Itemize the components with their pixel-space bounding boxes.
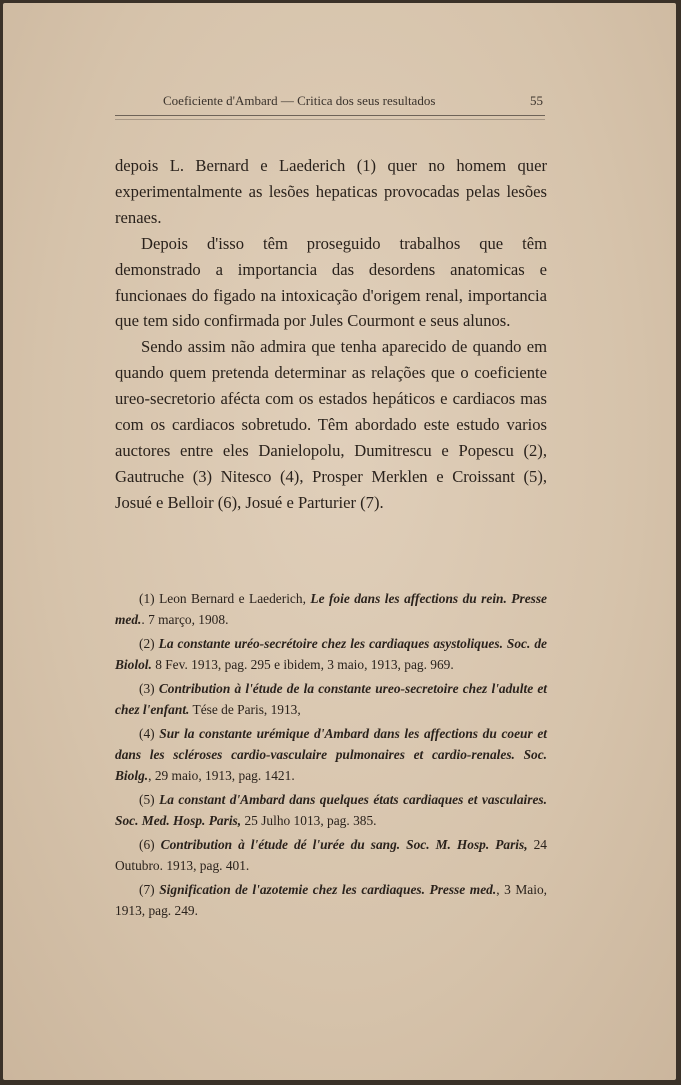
footnote-title: La constant d'Ambard dans quelques états cardiaques et vasculaires. Soc. Med. Hosp. Paris, — [115, 791, 547, 829]
header-rule-secondary — [115, 119, 545, 120]
footnote-details: 24 Outubro. 1913, pag. 401. — [115, 836, 547, 873]
footnotes — [115, 588, 547, 924]
footnote-title: Sur la constante urémique d'Ambard dans les affections du coeur et dans les scléroses cardio-vasculaire pulmonaires et cardio-renales. Soc. Biolg. — [115, 725, 547, 784]
footnote — [115, 834, 547, 876]
footnote-details: , 29 maio, 1913, pag. 1421. — [148, 768, 295, 784]
paragraph: Depois d'isso têm proseguido trabalhos que têm demonstrado a importancia das desordens anatomicas e funcionaes do figado na intoxicação d'origem renal, importancia que tem sido confirmada por Jules Courmont e seus alunos. — [115, 233, 547, 331]
footnote-number: (6) — [139, 836, 155, 852]
paragraph: depois L. Bernard e Laederich (1) quer no homem quer experimentalmente as lesões hepaticas provocadas pelas lesões renaes. — [115, 156, 547, 227]
footnote-author: Leon Bernard e Laederich, — [159, 591, 306, 606]
footnote-details: Tése de Paris, 1913, — [189, 702, 301, 718]
footnote-number: (3) — [139, 680, 155, 696]
footnote-number: (7) — [139, 881, 155, 897]
footnote-number: (2) — [139, 635, 155, 651]
footnote — [115, 633, 547, 675]
footnote — [115, 678, 547, 720]
footnote-title: Contribution à l'étude de la constante ureo-secretoire chez l'adulte et chez l'enfant. — [115, 680, 547, 718]
paragraph: Sendo assim não admira que tenha aparecido de quando em quando quem pretenda determinar as relações que o coeficiente ureo-secretorio afécta com os estados hepáticos e cardiacos mas com os cardiacos sobretudo. Têm abordado este estudo varios auctores entre eles Danielopolu, Dumitrescu e Popescu (2), Gautruche (3) Nitesco (4), Prosper Merklen e Croissant (5), Josué e Belloir (6), Josué e Parturier (7). — [115, 337, 547, 512]
footnote — [115, 588, 547, 630]
footnote-number: (1) — [139, 591, 155, 606]
footnote-details: . 7 março, 1908. — [141, 612, 229, 628]
footnote-details: 25 Julho 1013, pag. 385. — [241, 813, 377, 829]
header-rule — [115, 115, 545, 116]
footnote-title: Le foie dans les affections du rein. Presse med. — [115, 591, 548, 628]
footnote-number: (5) — [139, 791, 155, 807]
footnote — [115, 789, 547, 831]
footnote-title: Contribution à l'étude dé l'urée du sang. Soc. M. Hosp. Paris, — [160, 836, 528, 852]
footnote — [115, 879, 547, 921]
footnote-title: La constante uréo-secrétoire chez les cardiaques asystoliques. Soc. de Biolol. — [115, 635, 547, 673]
footnote-details: 8 Fev. 1913, pag. 295 e ibidem, 3 maio, 1913, pag. 969. — [151, 657, 454, 673]
footnote — [115, 723, 547, 787]
book-page — [3, 3, 676, 1080]
footnote-title: Signification de l'azotemie chez les cardiaques. Presse med. — [159, 881, 497, 897]
main-text — [115, 153, 547, 516]
footnote-number: (4) — [139, 725, 155, 741]
page-number: 55 — [530, 93, 543, 108]
running-title: Coeficiente d'Ambard — Critica dos seus resultados — [163, 93, 436, 108]
footnote-details: , 3 Maio, 1913, pag. 249. — [115, 881, 547, 918]
